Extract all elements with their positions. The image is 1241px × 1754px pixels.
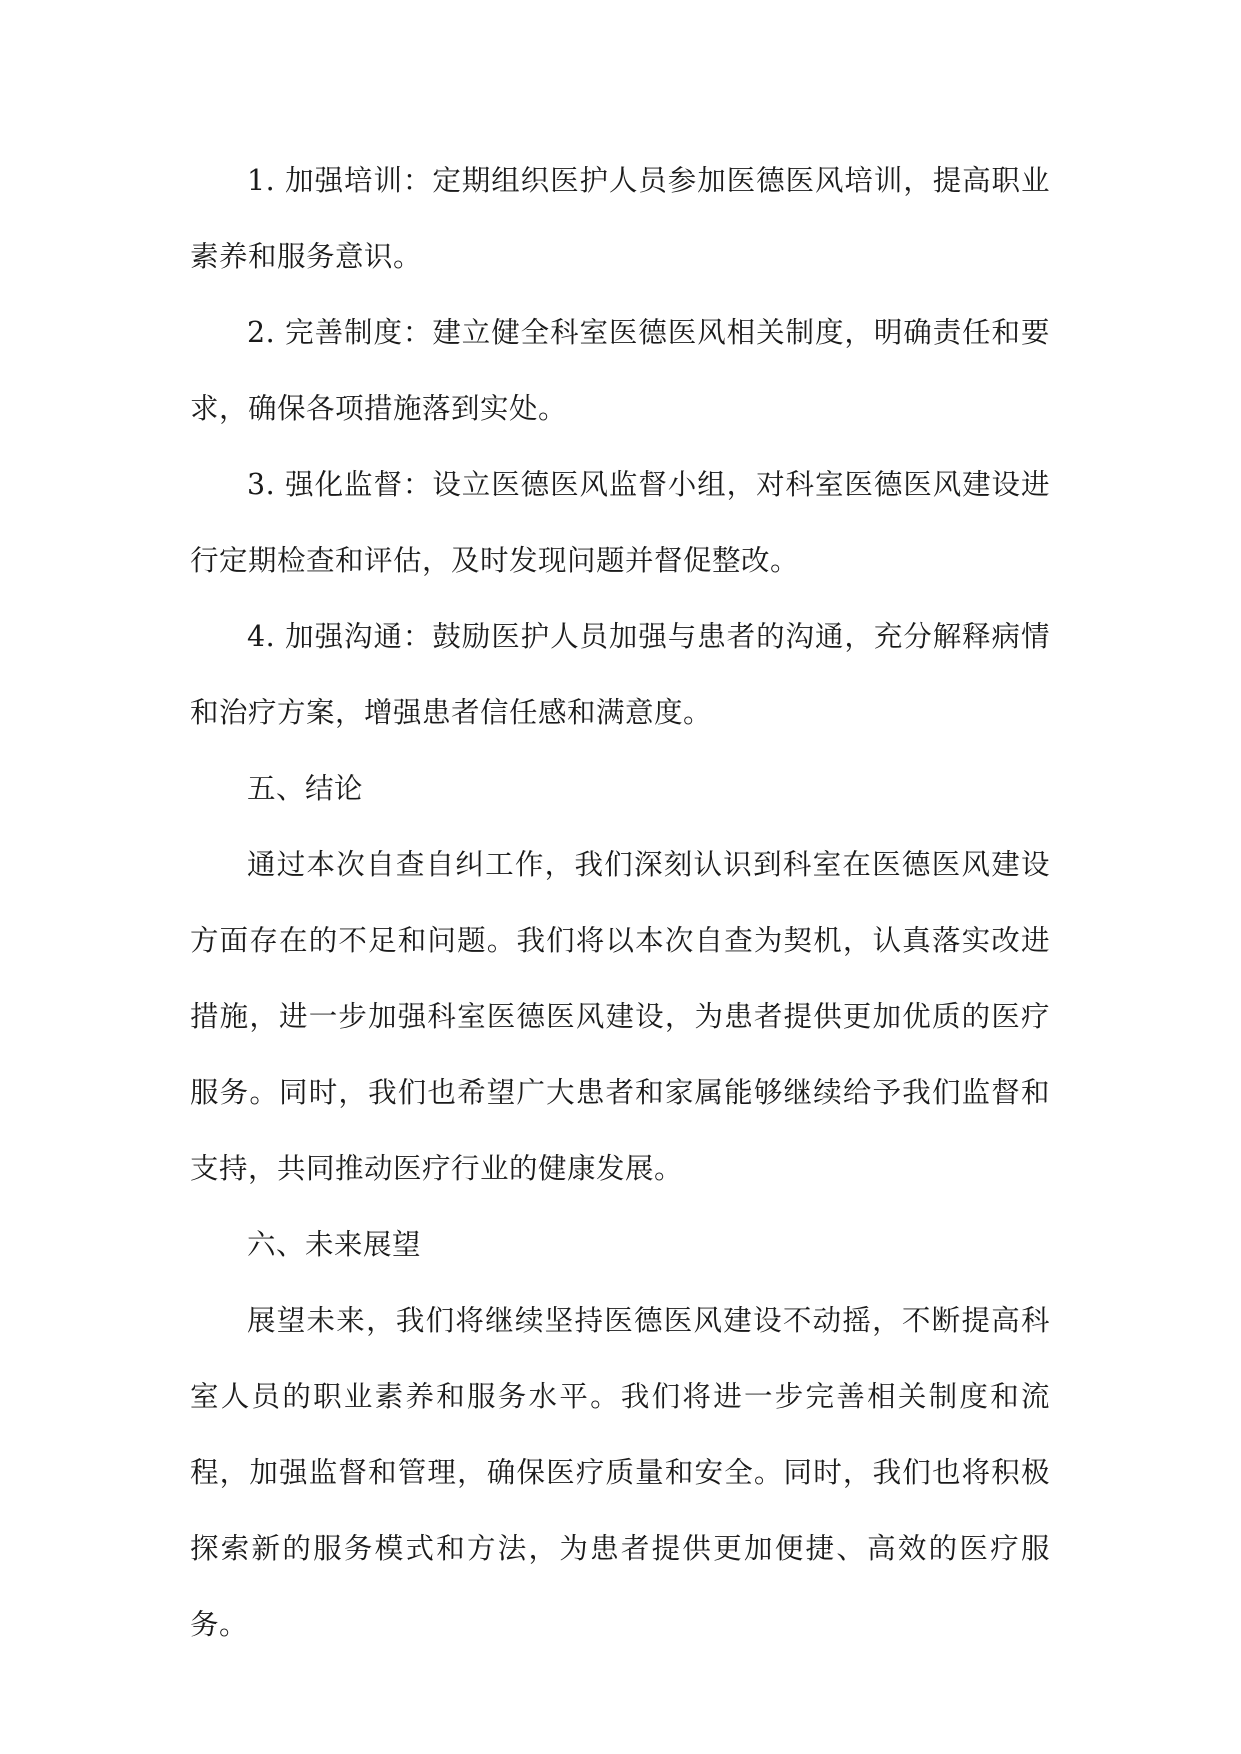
measure-item-supervision: 3. 强化监督：设立医德医风监督小组，对科室医德医风建设进行定期检查和评估，及时发现问题并督促整改。 (190, 468, 1050, 577)
conclusion-paragraph: 通过本次自查自纠工作，我们深刻认识到科室在医德医风建设方面存在的不足和问题。我们将以本次自查为契机，认真落实改进措施，进一步加强科室医德医风建设，为患者提供更加优质的医疗服务。同时，我们也希望广大患者和家属能够继续给予我们监督和支持，共同推动医疗行业的健康发展。 (190, 848, 1050, 1185)
outlook-paragraph: 展望未来，我们将继续坚持医德医风建设不动摇，不断提高科室人员的职业素养和服务水平。我们将进一步完善相关制度和流程，加强监督和管理，确保医疗质量和安全。同时，我们也将积极探索新的服务模式和方法，为患者提供更加便捷、高效的医疗服务。 (190, 1304, 1050, 1641)
measure-item-training: 1. 加强培训：定期组织医护人员参加医德医风培训，提高职业素养和服务意识。 (190, 164, 1050, 273)
document-body (190, 143, 1050, 1663)
section-heading-outlook: 六、未来展望 (247, 1228, 422, 1261)
measure-item-system: 2. 完善制度：建立健全科室医德医风相关制度，明确责任和要求，确保各项措施落到实处。 (190, 316, 1050, 425)
measure-item-communication: 4. 加强沟通：鼓励医护人员加强与患者的沟通，充分解释病情和治疗方案，增强患者信任感和满意度。 (190, 620, 1050, 729)
section-heading-conclusion: 五、结论 (247, 772, 364, 805)
